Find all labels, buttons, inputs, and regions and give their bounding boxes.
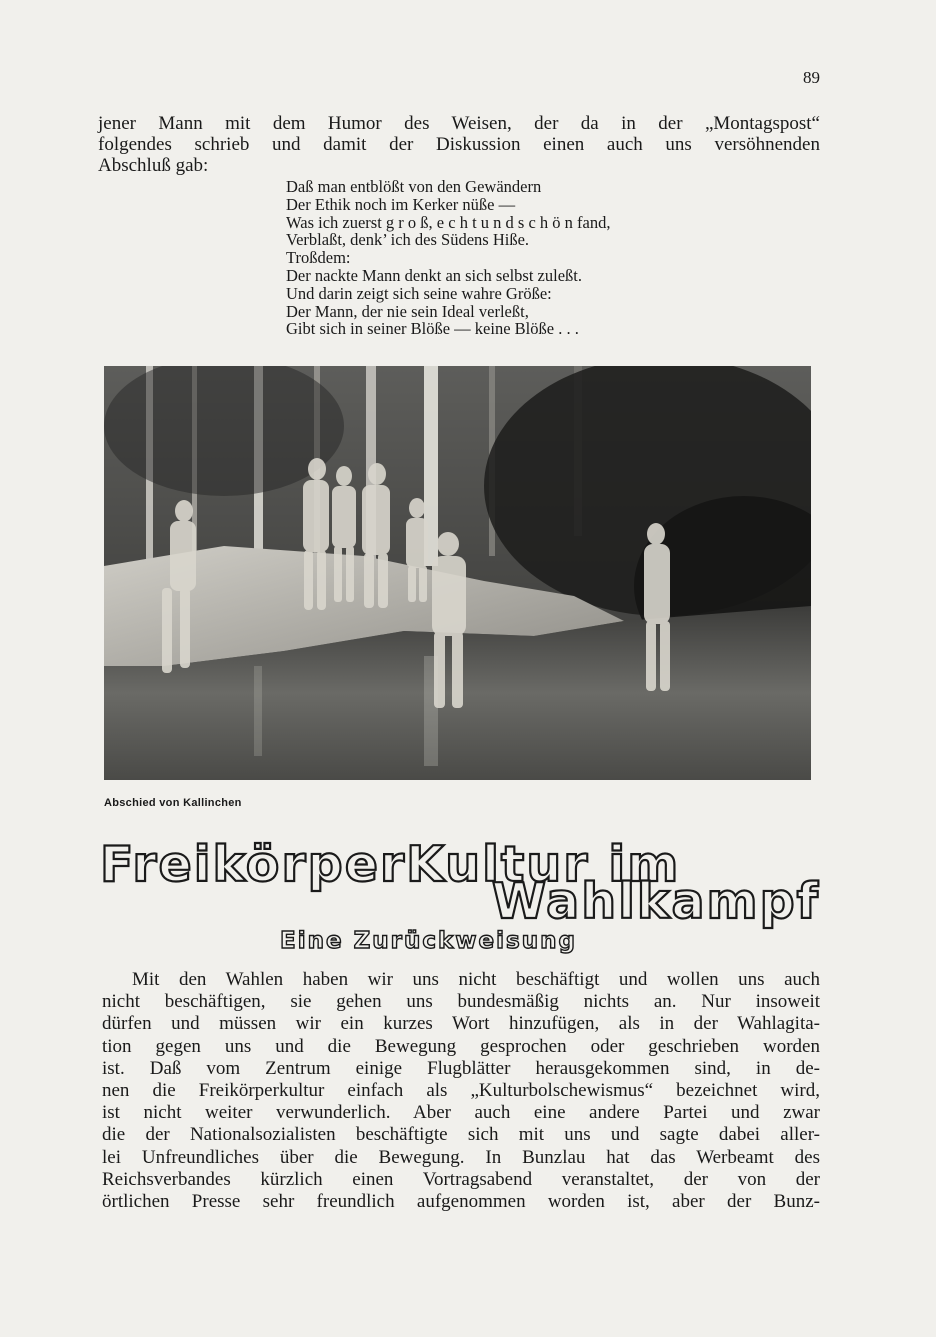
body-line: tion gegen uns und die Bewegung gesprochen oder geschrieben worden: [102, 1035, 820, 1057]
body-line: dürfen und müssen wir ein kurzes Wort hinzufügen, als in der Wahlagita-: [102, 1013, 820, 1035]
poem-line: Troßdem:: [286, 248, 351, 268]
article-subtitle: Eine Zurückweisung: [280, 928, 577, 954]
body-line: örtlichen Presse sehr freundlich aufgenommen worden ist, aber der Bunz-: [102, 1191, 820, 1213]
body-line: lei Unfreundliches über die Bewegung. In Bunzlau hat das Werbeamt des: [102, 1146, 820, 1168]
poem-line: Und darin zeigt sich seine wahre Größe:: [286, 283, 552, 303]
article-body: [102, 969, 820, 1213]
body-line: Reichsverbandes kürzlich einen Vortragsabend veranstaltet, der von der: [102, 1168, 820, 1190]
photo-caption: Abschied von Kallinchen: [104, 797, 242, 809]
page-number: 89: [803, 68, 820, 87]
poem-line: Verblaßt, denk’ ich des Südens Hiße.: [286, 230, 530, 250]
body-line: Mit den Wahlen haben wir uns nicht beschäftigt und wollen uns auch: [132, 969, 820, 990]
intro-paragraph: [98, 113, 820, 176]
photograph: [104, 366, 811, 780]
body-line: nen die Freikörperkultur einfach als „Kulturbolschewismus“ bezeichnet wird,: [102, 1080, 820, 1102]
body-line: nicht beschäftigen, sie gehen uns bundesmäßig nichts an. Nur insoweit: [102, 991, 820, 1013]
poem-line: Daß man entblößt von den Gewändern: [286, 177, 542, 196]
article-headline-line-1: FreikörperKultur im: [100, 836, 681, 893]
body-line: die der Nationalsozialisten beschäftigte sich mit uns und sagte dabei aller-: [102, 1124, 820, 1146]
poem-line: Der Mann, der nie sein Ideal verleßt,: [286, 301, 529, 321]
intro-line: folgendes schrieb und damit der Diskussion einen auch uns versöhnenden: [98, 134, 820, 155]
body-line: ist nicht weiter verwunderlich. Aber auch eine andere Partei und zwar: [102, 1102, 820, 1124]
poem-line: Was ich zuerst g r o ß, e c h t u n d s c h ö n fand,: [286, 212, 611, 232]
intro-line: jener Mann mit dem Humor des Weisen, der da in der „Montagspost“: [98, 113, 820, 134]
article-headline-line-2: Wahlkampf: [491, 873, 820, 930]
body-line: ist. Daß vom Zentrum einige Flugblätter herausgekommen sind, in de-: [102, 1057, 820, 1079]
poem-line: Der nackte Mann denkt an sich selbst zuleßt.: [286, 265, 582, 285]
poem-line: Gibt sich in seiner Blöße — keine Blöße . . .: [286, 319, 579, 339]
poem-line: Der Ethik noch im Kerker nüße —: [286, 194, 516, 214]
intro-line: Abschluß gab:: [98, 155, 209, 176]
poem: [286, 178, 706, 338]
